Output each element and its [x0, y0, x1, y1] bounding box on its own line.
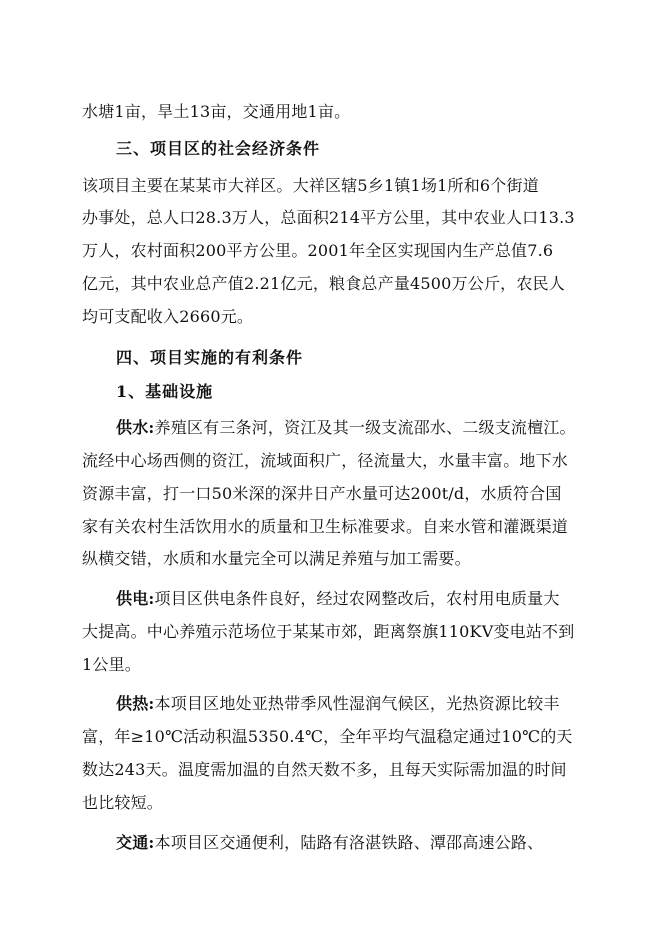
paragraph-line: 均可支配收入2660元。: [82, 307, 254, 326]
water-supply-text: 养殖区有三条河，资江及其一级支流邵水、二级支流檀江。: [154, 418, 576, 437]
paragraph-line: 资源丰富，打一口50米深的深井日产水量可达200t/d，水质符合国: [82, 484, 562, 503]
power-supply-text: 项目区供电条件良好，经过农网整改后，农村用电质量大: [154, 589, 560, 608]
paragraph-line: 大提高。中心养殖示范场位于某某市郊，距离祭旗110KV变电站不到: [82, 622, 575, 641]
paragraph-line: 也比较短。: [82, 793, 164, 812]
paragraph-line: 纵横交错，水质和水量完全可以满足养殖与加工需要。: [82, 549, 471, 568]
paragraph-line-transport: [116, 832, 616, 854]
transport-label: 交通:: [116, 833, 155, 852]
paragraph-line: 水塘1亩，旱土13亩，交通用地1亩。: [82, 102, 351, 121]
heat-supply-text: 本项目区地处亚热带季风性湿润气候区，光热资源比较丰: [154, 694, 560, 713]
paragraph-line-power-supply: [116, 588, 616, 610]
paragraph-line: 家有关农村生活饮用水的质量和卫生标准要求。自来水管和灌溉渠道: [82, 517, 569, 536]
paragraph-line: 办事处，总人口28.3万人，总面积214平方公里，其中农业人口13.3: [82, 208, 575, 227]
paragraph-line-water-supply: [116, 417, 616, 439]
transport-text: 本项目区交通便利，陆路有洛湛铁路、潭邵高速公路、: [154, 833, 544, 852]
paragraph-line: 亿元，其中农业总产值2.21亿元，粮食总产量4500万公斤，农民人: [82, 274, 565, 293]
heat-supply-label: 供热:: [116, 694, 155, 713]
paragraph-line: 该项目主要在某某市大祥区。大祥区辖5乡1镇1场1所和6个街道: [82, 176, 539, 195]
water-supply-label: 供水:: [116, 418, 155, 437]
paragraph-line: 富，年≥10℃活动积温5350.4℃，全年平均气温稳定通过10℃的天: [82, 727, 573, 746]
paragraph-line-heat-supply: [116, 693, 616, 715]
section-heading-favorable-conditions: 四、项目实施的有利条件: [116, 348, 304, 367]
paragraph-line: 万人，农村面积200平方公里。2001年全区实现国内生产总值7.6: [82, 241, 554, 260]
paragraph-line: 流经中心场西侧的资江，流域面积广，径流量大，水量丰富。地下水: [82, 451, 569, 470]
power-supply-label: 供电:: [116, 589, 155, 608]
section-heading-socioeconomic: 三、项目区的社会经济条件: [116, 139, 321, 158]
paragraph-line: 数达243天。温度需加温的自然天数不多，且每天实际需加温的时间: [82, 760, 567, 779]
paragraph-line: 1公里。: [82, 655, 141, 674]
subsection-heading-infrastructure: 1、基础设施: [116, 382, 214, 401]
